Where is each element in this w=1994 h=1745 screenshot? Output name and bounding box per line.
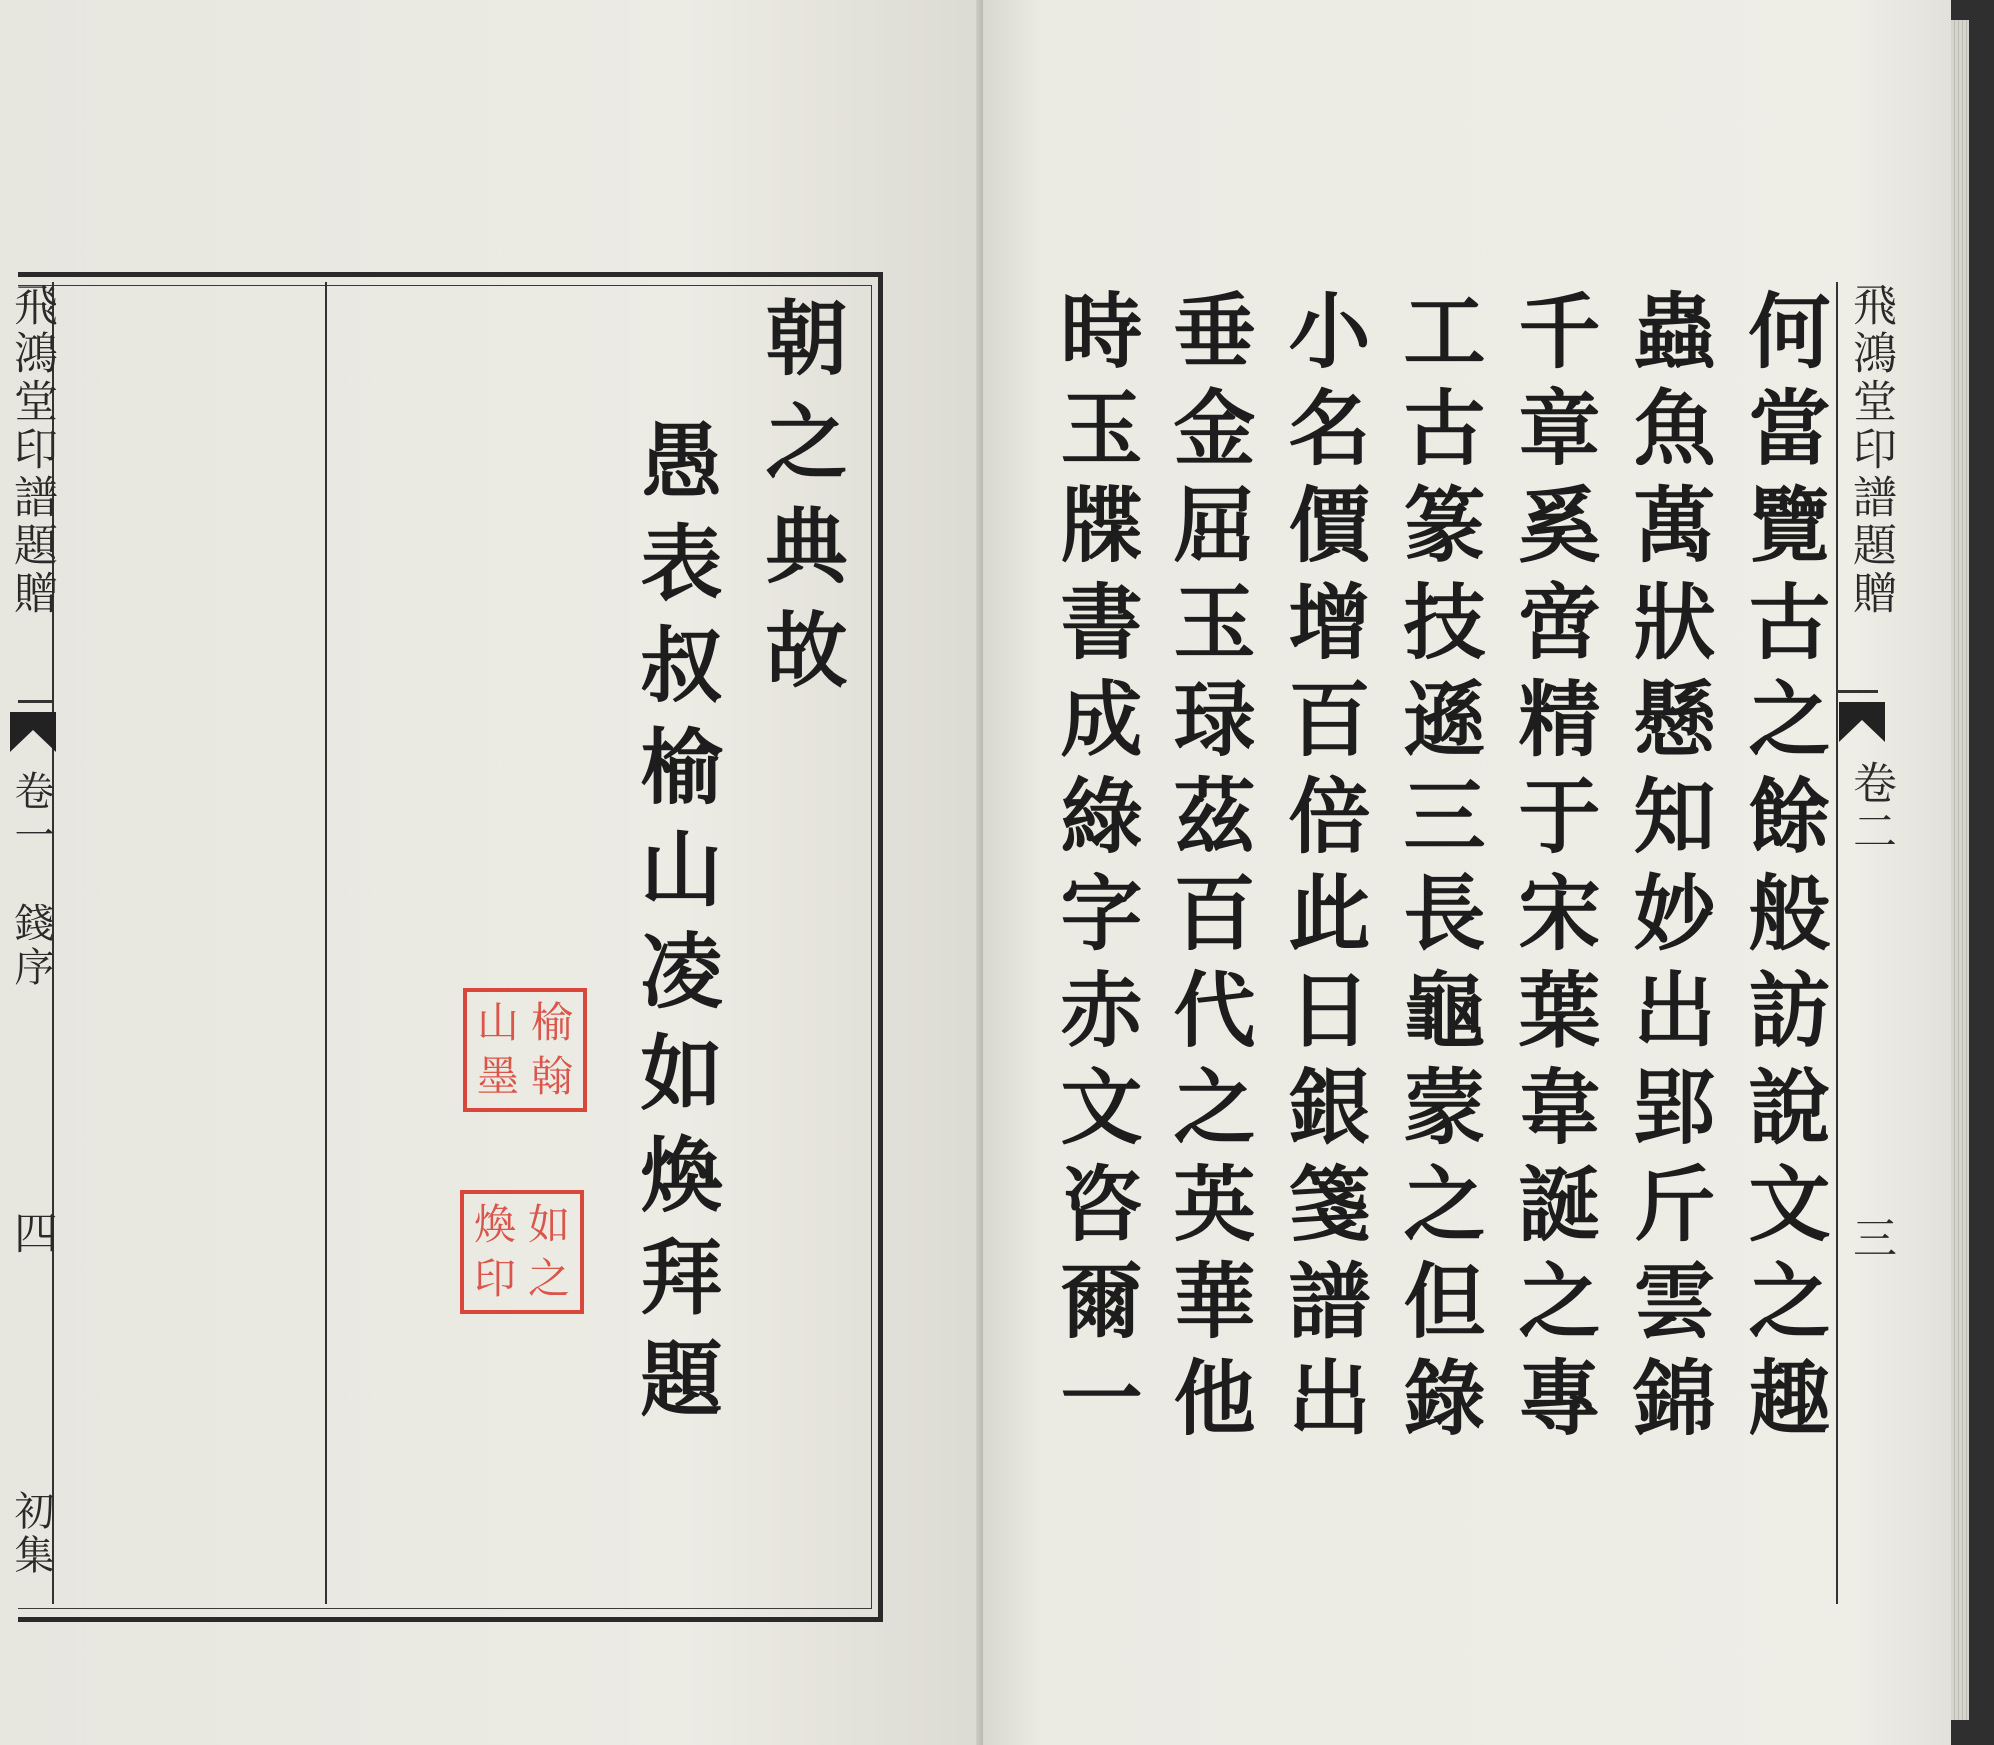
- column-divider: [325, 282, 327, 1604]
- banxin-volume: 卷一 錢序: [8, 770, 54, 990]
- banxin-rule: [1838, 690, 1878, 693]
- banxin-divider: [1836, 282, 1838, 1604]
- page-edges: [1951, 20, 1969, 1720]
- text-column-5: 小名價增百倍此日銀箋譜出: [1275, 288, 1371, 1452]
- text-column-1: 朝之典故: [752, 295, 848, 711]
- text-column-4: 工古篆技遜三長龜蒙之但錄: [1390, 288, 1486, 1452]
- text-column-7: 時玉牒書成綠字赤文咨爾一: [1047, 288, 1143, 1452]
- banxin-page-number: 三: [1845, 1215, 1896, 1263]
- right-page: [983, 0, 1951, 1745]
- text-column-3: 千章奚啻精于宋葉韋誕之專: [1505, 288, 1601, 1452]
- fishtail-marker-icon: [1839, 702, 1885, 742]
- banxin-page-number: 四: [6, 1210, 57, 1258]
- left-page-inner-border: [18, 285, 872, 1609]
- text-column-6: 垂金屈玉琭茲百代之英華他: [1160, 288, 1256, 1452]
- banxin-title: 飛鴻堂印譜題贈: [1845, 282, 1896, 618]
- banxin-collection: 初集: [8, 1490, 54, 1578]
- seal-stamp: 山 榆 墨 翰: [463, 988, 587, 1112]
- banxin-rule: [18, 700, 52, 703]
- banxin-title: 飛鴻堂印譜題贈: [6, 282, 57, 618]
- banxin-volume: 卷二: [1845, 760, 1896, 856]
- seal-stamp: 煥 如 印 之: [460, 1190, 584, 1314]
- text-column-2: 蟲魚萬狀懸知妙出郢斤雲錦: [1620, 288, 1716, 1452]
- left-page: [0, 0, 983, 1745]
- text-column-2: 愚表叔榆山凌如煥拜題: [627, 418, 723, 1438]
- text-column-1: 何當覽古之餘般訪說文之趣: [1735, 288, 1831, 1452]
